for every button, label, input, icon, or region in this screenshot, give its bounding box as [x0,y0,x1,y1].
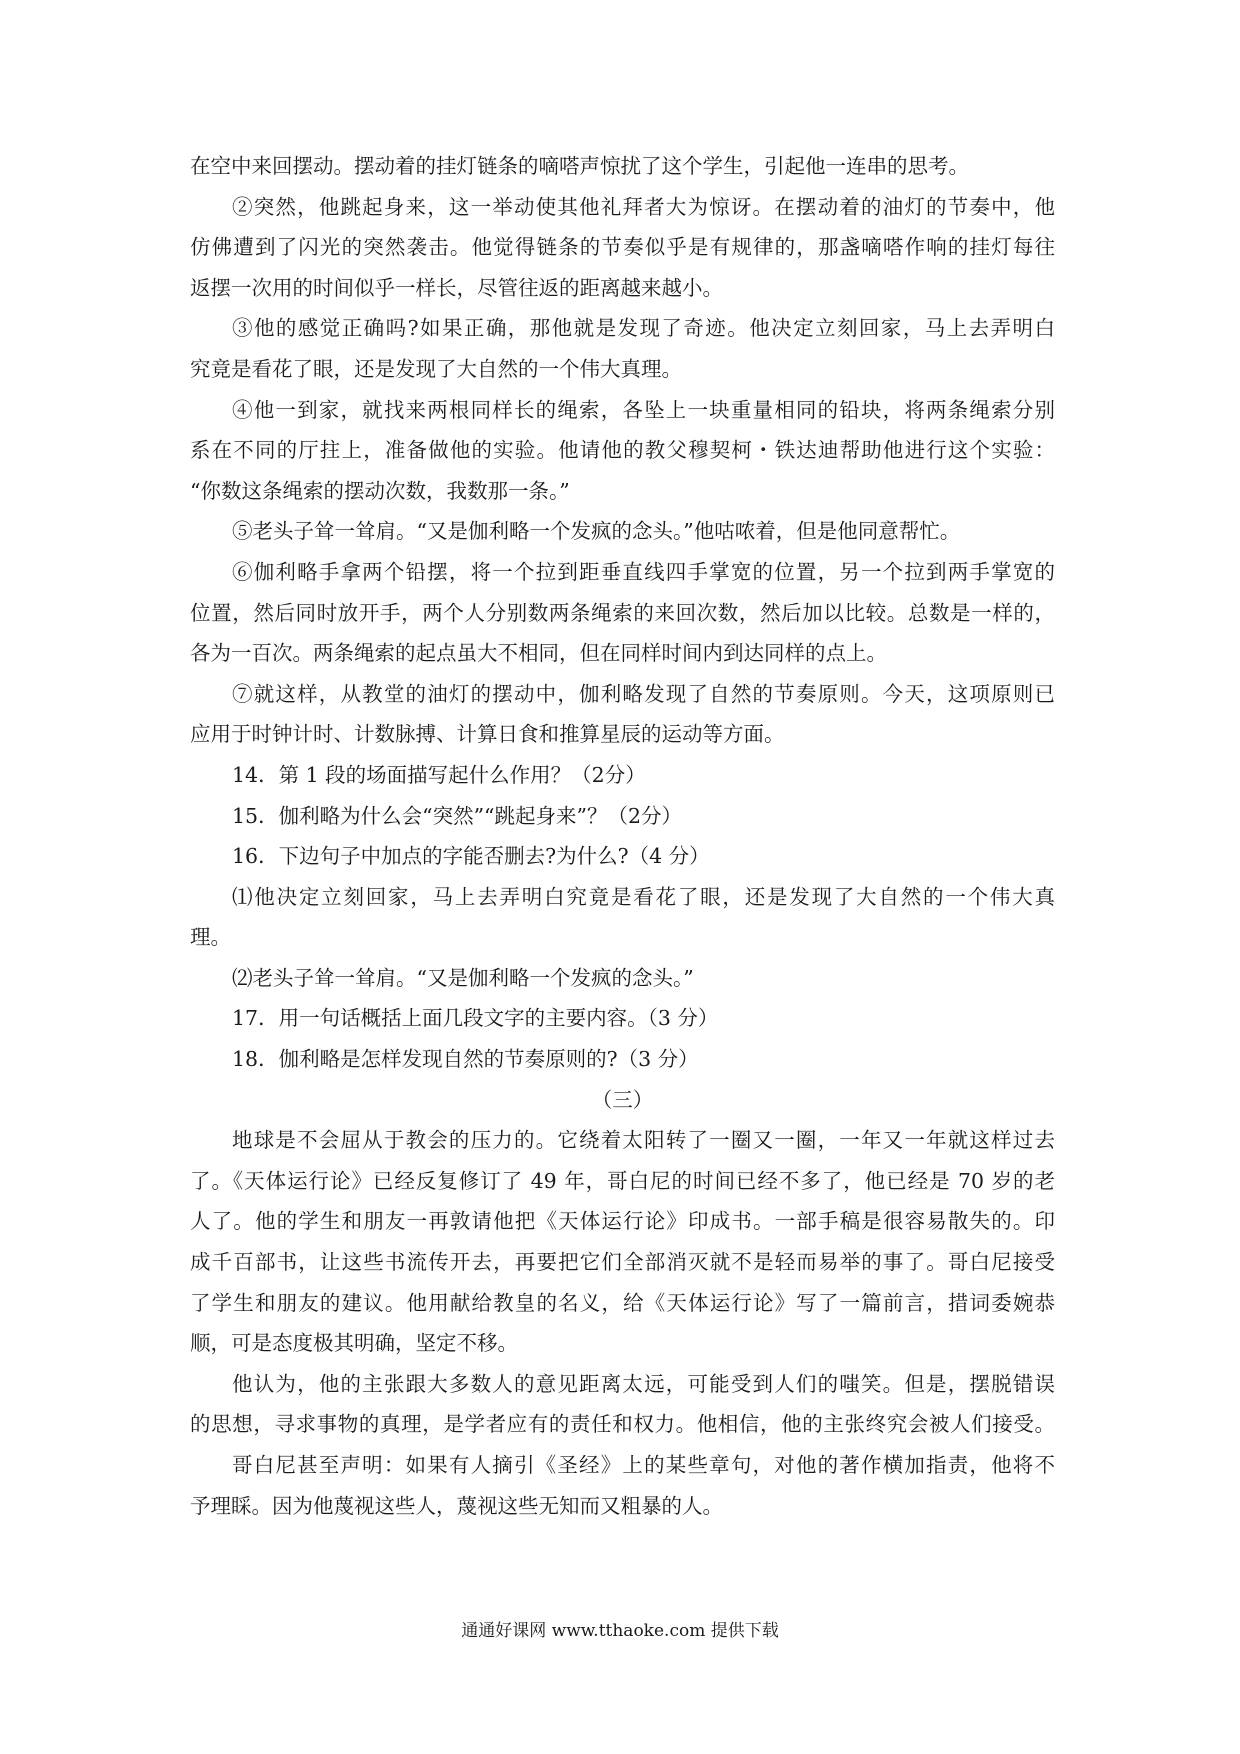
text-line: 应用于时钟计时、计数脉搏、计算日食和推算星辰的运动等方面。 [190,722,785,747]
text-line: 各为一百次。两条绳索的起点虽大不相同，但在同样时间内到达同样的点上。 [190,641,887,666]
text-line: 予理睬。因为他蔑视这些人，蔑视这些无知而又粗暴的人。 [190,1493,723,1518]
text-line: 哥白尼甚至声明：如果有人摘引《圣经》上的某些章句，对他的著作横加指责，他将不 [232,1453,1055,1477]
text-line: 成千百部书，让这些书流传开去，再要把它们全部消灭就不是轻而易举的事了。哥白尼接受 [190,1250,1055,1275]
text-line: 地球是不会屈从于教会的压力的。它绕着太阳转了一圈又一圈，一年又一年就这样过去 [232,1128,1055,1153]
text-line: 15．伽利略为什么会“突然”“跳起身来”？（2分） [232,803,683,828]
text-line: ③他的感觉正确吗?如果正确，那他就是发现了奇迹。他决定立刻回家，马上去弄明白 [232,316,1055,341]
text-line: 了。《天体运行论》已经反复修订了 49 年，哥白尼的时间已经不多了，他已经是 70 岁的老 [190,1168,1055,1193]
text-line: ⑥伽利略手拿两个铅摆，将一个拉到距垂直线四手掌宽的位置，另一个拉到两手掌宽的 [232,559,1055,584]
text-line: 顺，可是态度极其明确，坚定不移。 [190,1331,518,1356]
text-line: 14．第 1 段的场面描写起什么作用？（2分） [232,762,646,787]
text-line: 理。 [190,925,231,950]
text-line: 位置，然后同时放开手，两个人分别数两条绳索的来回次数，然后加以比较。总数是一样的， [190,600,1055,625]
text-line: 仿佛遭到了闪光的突然袭击。他觉得链条的节奏似乎是有规律的，那盏嘀嗒作响的挂灯每往 [190,235,1055,260]
text-line: ⑵老头子耸一耸肩。“又是伽利略一个发疯的念头。” [232,965,694,990]
text-line: 16．下边句子中加点的字能否删去?为什么?（4 分） [232,844,710,869]
text-line: ⑴他决定立刻回家，马上去弄明白究竟是看花了眼，还是发现了大自然的一个伟大真 [232,884,1055,909]
text-line: 系在不同的厅拄上，准备做他的实验。他请他的教父穆契柯・铁达迪帮助他进行这个实验： [190,438,1055,463]
text-line: ④他一到家，就找来两根同样长的绳索，各坠上一块重量相同的铅块，将两条绳索分别 [232,397,1055,422]
text-line: 返摆一次用的时间似乎一样长，尽管往返的距离越来越小。 [190,275,723,300]
page-footer: 通通好课网 www.tthaoke.com 提供下载 [461,1621,779,1641]
text-line: ⑦就这样，从教堂的油灯的摆动中，伽利略发现了自然的节奏原则。今天，这项原则已 [232,681,1055,706]
text-line: 18．伽利略是怎样发现自然的节奏原则的?（3 分） [232,1047,699,1072]
text-line: ⑤老头子耸一耸肩。“又是伽利略一个发疯的念头。”他咕哝着，但是他同意帮忙。 [232,519,961,544]
text-line: “你数这条绳索的摆动次数，我数那一条。” [190,478,570,503]
text-line: 在空中来回摆动。摆动着的挂灯链条的嘀嗒声惊扰了这个学生，引起他一连串的思考。 [190,154,969,178]
text-line: 17．用一句话概括上面几段文字的主要内容。（3 分） [232,1006,719,1031]
text-line: 究竟是看花了眼，还是发现了大自然的一个伟大真理。 [190,356,682,381]
document-body [190,146,1055,1526]
text-line: ②突然，他跳起身来，这一举动使其他礼拜者大为惊讶。在摆动着的油灯的节奏中，他 [232,194,1055,219]
text-line: 的思想，寻求事物的真理，是学者应有的责任和权力。他相信，他的主张终究会被人们接受。 [190,1412,1055,1437]
text-line: 了学生和朋友的建议。他用献给教皇的名义，给《天体运行论》写了一篇前言，措词委婉恭 [190,1290,1055,1315]
section-heading: （三） [591,1087,654,1112]
text-line: 他认为，他的主张跟大多数人的意见距离太远，可能受到人们的嗤笑。但是，摆脱错误 [232,1371,1055,1396]
text-line: 人了。他的学生和朋友一再敦请他把《天体运行论》印成书。一部手稿是很容易散失的。印 [190,1209,1055,1234]
